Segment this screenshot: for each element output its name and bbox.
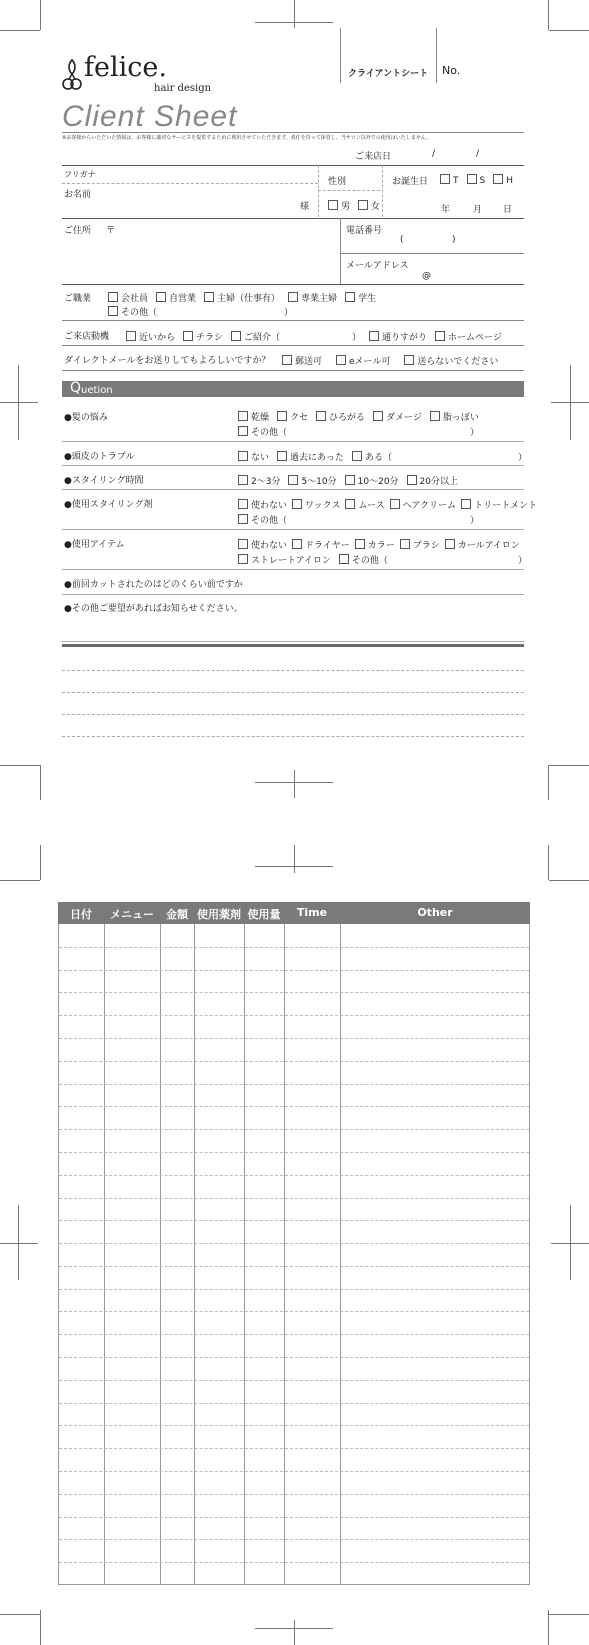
divider <box>340 253 524 254</box>
dm-option[interactable] <box>282 354 322 367</box>
divider <box>62 594 524 595</box>
name-label: お名前 <box>64 190 92 200</box>
brand-subtitle: hair design <box>154 83 212 94</box>
question-option[interactable] <box>407 474 458 487</box>
table-row <box>59 1084 529 1085</box>
option-label: 使わない <box>251 501 288 511</box>
history-table-header <box>58 902 530 924</box>
paren-close: ） <box>518 453 528 463</box>
question-option[interactable] <box>277 410 308 423</box>
table-row <box>59 1289 529 1290</box>
table-column-line <box>340 924 341 1584</box>
occupation-option[interactable] <box>345 291 376 304</box>
option-label: カラー <box>367 541 395 551</box>
checkbox[interactable] <box>238 475 248 485</box>
table-row <box>59 1266 529 1267</box>
option-label: ホームページ <box>448 333 502 343</box>
checkbox[interactable] <box>373 411 383 421</box>
question-options <box>238 450 400 463</box>
table-row <box>59 1380 529 1381</box>
question-option[interactable] <box>292 538 350 551</box>
motive-option[interactable] <box>183 330 223 343</box>
divider <box>382 165 383 217</box>
divider <box>62 345 524 346</box>
paren-close: ） <box>284 308 294 318</box>
motive-options <box>126 330 288 343</box>
option-label: eメール可 <box>349 357 391 367</box>
option-label: ムース <box>358 501 385 511</box>
table-row <box>59 1539 529 1540</box>
crop-mark <box>294 0 295 28</box>
option-label: 近いから <box>139 333 176 343</box>
occupation-option[interactable] <box>204 291 280 304</box>
question-option[interactable] <box>238 450 269 463</box>
option-label: ヘアクリーム <box>402 501 457 511</box>
checkbox[interactable] <box>316 411 326 421</box>
table-row <box>59 1106 529 1107</box>
option-label: T <box>453 176 459 186</box>
crop-mark <box>549 1614 589 1615</box>
table-row <box>59 1198 529 1199</box>
table-row <box>59 1061 529 1062</box>
question-option[interactable] <box>390 498 456 511</box>
option-label: 専業主婦 <box>301 294 338 304</box>
checkbox[interactable] <box>238 554 248 564</box>
column-header: 使用量 <box>247 908 281 921</box>
crop-mark <box>294 1620 295 1645</box>
question-option[interactable] <box>430 410 479 423</box>
column-header: 金額 <box>166 908 188 921</box>
checkbox[interactable] <box>277 411 287 421</box>
number-label: No. <box>442 64 461 77</box>
option-label: ダメージ <box>386 413 422 423</box>
checkbox[interactable] <box>292 499 302 509</box>
table-row <box>59 1403 529 1404</box>
divider <box>62 489 524 490</box>
crop-mark <box>548 845 549 880</box>
checkbox[interactable] <box>435 331 445 341</box>
occupation-label: ご職業 <box>64 294 92 304</box>
date-separator: / <box>476 149 480 159</box>
divider <box>62 320 524 321</box>
checkbox[interactable] <box>404 355 414 365</box>
checkbox[interactable] <box>461 499 471 509</box>
checkbox[interactable] <box>400 539 410 549</box>
divider <box>62 165 524 166</box>
question-other[interactable] <box>238 513 287 526</box>
era-option-h[interactable] <box>493 174 513 186</box>
checkbox[interactable] <box>277 451 287 461</box>
era-options <box>440 174 521 186</box>
date-separator: / <box>432 149 436 159</box>
table-row <box>59 1015 529 1016</box>
option-label: 20分以上 <box>419 477 458 487</box>
option-label: 送らないでください <box>417 357 499 367</box>
honorific-label: 様 <box>300 202 310 212</box>
divider <box>318 190 380 191</box>
checkbox[interactable] <box>108 306 118 316</box>
option-label: 使わない <box>251 541 288 551</box>
checkbox[interactable] <box>352 451 362 461</box>
motive-option[interactable] <box>126 330 175 343</box>
section-title-rest: uetion <box>81 385 113 396</box>
paren-close: ） <box>470 428 480 438</box>
page-title: Client Sheet <box>62 100 238 133</box>
option-label: S <box>479 176 486 186</box>
question-option[interactable] <box>238 474 280 487</box>
question-label: ●使用スタイリング剤 <box>64 500 153 510</box>
table-row <box>59 1129 529 1130</box>
question-option[interactable] <box>352 450 392 463</box>
birthday-label: お誕生日 <box>392 177 429 187</box>
last-cut-question: ●前回カットされたのはどのくらい前ですか <box>64 580 243 590</box>
checkbox[interactable] <box>126 331 136 341</box>
era-option-t[interactable] <box>440 174 459 186</box>
crop-mark <box>255 866 333 867</box>
question-option[interactable] <box>277 450 344 463</box>
crop-mark <box>40 845 41 880</box>
option-label: 女 <box>371 202 381 212</box>
table-column-line <box>244 924 245 1584</box>
at-mark: @ <box>422 271 431 281</box>
checkbox[interactable] <box>358 200 368 210</box>
checkbox[interactable] <box>288 475 298 485</box>
option-label: ドライヤー <box>305 541 350 551</box>
checkbox[interactable] <box>282 355 292 365</box>
question-options <box>238 498 537 511</box>
motive-option[interactable] <box>231 330 280 343</box>
checkbox[interactable] <box>339 554 349 564</box>
option-label: ブラシ <box>412 541 440 551</box>
crop-mark <box>255 22 333 23</box>
question-option[interactable] <box>339 553 388 566</box>
divider <box>62 183 318 184</box>
checkbox[interactable] <box>345 499 355 509</box>
option-label: クセ <box>290 413 309 423</box>
table-row <box>59 1311 529 1312</box>
paren-close: ） <box>352 333 362 343</box>
option-label: ワックス <box>305 501 341 511</box>
checkbox[interactable] <box>345 475 355 485</box>
checkbox[interactable] <box>238 499 248 509</box>
table-row <box>59 1357 529 1358</box>
note-line <box>62 670 524 671</box>
table-row <box>59 992 529 993</box>
phone-label: 電話番号 <box>346 226 383 236</box>
checkbox[interactable] <box>440 174 450 184</box>
occupation-option[interactable] <box>288 291 337 304</box>
motive-options-2 <box>369 330 510 343</box>
checkbox[interactable] <box>156 292 166 302</box>
crop-mark <box>548 1610 549 1645</box>
checkbox[interactable] <box>231 331 241 341</box>
divider <box>62 529 524 530</box>
crop-mark <box>551 1243 589 1244</box>
checkbox[interactable] <box>238 411 248 421</box>
option-label: 男 <box>341 202 351 212</box>
divider <box>62 465 524 466</box>
option-label: 自営業 <box>169 294 197 304</box>
question-option[interactable] <box>316 410 365 423</box>
question-option[interactable] <box>345 498 384 511</box>
checkbox[interactable] <box>430 411 440 421</box>
question-option[interactable] <box>292 498 340 511</box>
divider <box>62 284 524 285</box>
checkbox[interactable] <box>288 292 298 302</box>
option-label: 乾燥 <box>251 413 270 423</box>
year-label: 年 <box>441 205 451 215</box>
question-options <box>238 410 487 423</box>
occupation-option[interactable] <box>156 291 196 304</box>
note-line <box>62 736 524 737</box>
phone-paren-close: ) <box>452 235 456 245</box>
table-row <box>59 1175 529 1176</box>
table-row <box>59 1494 529 1495</box>
option-label: 主婦（仕事有） <box>217 294 281 304</box>
gender-male-option[interactable] <box>328 199 350 212</box>
divider <box>62 641 524 642</box>
month-label: 月 <box>473 205 483 215</box>
checkbox[interactable] <box>183 331 193 341</box>
checkbox[interactable] <box>238 539 248 549</box>
question-option[interactable] <box>238 538 287 551</box>
question-option[interactable] <box>445 538 520 551</box>
question-options <box>238 538 520 551</box>
section-title-cap: Q <box>70 380 82 396</box>
question-option[interactable] <box>355 538 395 551</box>
question-label: ●髪の悩み <box>64 413 108 423</box>
divider <box>62 132 524 133</box>
divider <box>62 218 524 219</box>
crop-mark <box>549 765 589 766</box>
occupation-options <box>108 291 384 304</box>
option-label: その他（ <box>121 308 158 318</box>
note-line <box>62 692 524 693</box>
question-option[interactable] <box>461 498 537 511</box>
gender-label: 性別 <box>328 177 347 187</box>
option-label: その他（ <box>251 428 288 438</box>
table-row <box>59 1243 529 1244</box>
crop-mark <box>549 880 589 881</box>
paren-close: ） <box>470 516 480 526</box>
option-label: ある（ <box>364 453 392 463</box>
option-label: ひろがる <box>329 413 366 423</box>
question-section-bar <box>62 381 524 397</box>
option-label: 10～20分 <box>357 477 399 487</box>
checkbox[interactable] <box>238 451 248 461</box>
crop-mark <box>294 770 295 798</box>
option-label: トリートメント <box>474 501 537 511</box>
option-label: ご紹介（ <box>244 333 281 343</box>
note-line <box>62 714 524 715</box>
dm-question: ダイレクトメールをお送りしてもよろしいですか？ <box>64 356 271 366</box>
checkbox[interactable] <box>108 292 118 302</box>
table-row <box>59 1334 529 1335</box>
crop-mark <box>0 880 40 881</box>
question-option[interactable] <box>238 553 331 566</box>
paren-close: ） <box>518 556 528 566</box>
option-label: 学生 <box>358 294 377 304</box>
dm-option[interactable] <box>404 354 498 367</box>
address-label: ご住所 <box>64 226 92 236</box>
brand-name: felice. <box>84 52 167 83</box>
notes-top-border <box>62 644 524 647</box>
question-options-2 <box>238 553 396 566</box>
era-option-s[interactable] <box>467 174 486 186</box>
table-row <box>59 1425 529 1426</box>
divider <box>62 569 524 570</box>
option-label: ストレートアイロン <box>251 556 331 566</box>
divider <box>340 218 341 284</box>
postal-mark: 〒 <box>106 226 116 236</box>
divider <box>62 441 524 442</box>
checkbox[interactable] <box>390 499 400 509</box>
crop-mark <box>548 765 549 800</box>
crop-mark <box>548 0 549 30</box>
table-row <box>59 1562 529 1563</box>
crop-mark <box>255 782 333 783</box>
furigana-label: フリガナ <box>64 170 96 179</box>
checkbox[interactable] <box>467 174 477 184</box>
option-label: 郵送可 <box>295 357 323 367</box>
option-label: H <box>506 176 513 186</box>
scissors-icon <box>62 58 82 92</box>
dm-options <box>282 354 506 367</box>
crop-mark <box>0 30 40 31</box>
checkbox[interactable] <box>407 475 417 485</box>
checkbox[interactable] <box>204 292 214 302</box>
table-row <box>59 1220 529 1221</box>
crop-mark <box>0 765 40 766</box>
table-row <box>59 947 529 948</box>
option-label: 会社員 <box>121 294 149 304</box>
phone-paren-open: ( <box>400 235 404 245</box>
option-label: 過去にあった <box>290 453 344 463</box>
checkbox[interactable] <box>445 539 455 549</box>
table-column-line <box>160 924 161 1584</box>
option-label: ない <box>251 453 270 463</box>
checkbox[interactable] <box>355 539 365 549</box>
email-label: メールアドレス <box>346 261 409 271</box>
table-row <box>59 970 529 971</box>
crop-mark <box>255 1628 333 1629</box>
option-label: その他（ <box>251 516 288 526</box>
question-option[interactable] <box>288 474 336 487</box>
motive-label: ご来店動機 <box>64 332 110 342</box>
motive-option[interactable] <box>369 330 427 343</box>
crop-mark <box>0 402 38 403</box>
question-label: ●使用アイテム <box>64 540 125 550</box>
table-column-line <box>194 924 195 1584</box>
question-label: ●スタイリング時間 <box>64 476 144 486</box>
checkbox[interactable] <box>238 514 248 524</box>
question-option[interactable] <box>400 538 440 551</box>
checkbox[interactable] <box>238 426 248 436</box>
option-label: カールアイロン <box>457 541 520 551</box>
request-question: ●その他ご要望があればお知らせください。 <box>64 604 243 614</box>
checkbox[interactable] <box>336 355 346 365</box>
divider <box>318 165 319 217</box>
crop-mark <box>294 845 295 873</box>
checkbox[interactable] <box>493 174 503 184</box>
occupation-option[interactable] <box>108 291 148 304</box>
option-label: その他（ <box>351 556 388 566</box>
question-option[interactable] <box>345 474 399 487</box>
motive-option[interactable] <box>435 330 502 343</box>
checkbox[interactable] <box>345 292 355 302</box>
column-header: メニュー <box>110 908 154 921</box>
option-label: 通りすがり <box>382 333 428 343</box>
gender-female-option[interactable] <box>358 199 380 212</box>
column-header: 日付 <box>70 908 92 921</box>
option-label: チラシ <box>196 333 224 343</box>
table-column-line <box>104 924 105 1584</box>
column-header: Other <box>417 906 453 919</box>
table-row <box>59 1152 529 1153</box>
privacy-notice: ※お客様からいただいた情報は、お客様に適切なサービスを提供するために利用させていただきます。責任を持って保管し、当サロン以外での使用はいたしません。 <box>62 135 432 141</box>
crop-mark <box>0 1614 40 1615</box>
question-options <box>238 474 466 487</box>
gender-options <box>328 199 388 212</box>
day-label: 日 <box>503 205 513 215</box>
column-header: 使用薬剤 <box>197 908 241 921</box>
header-divider <box>436 28 437 83</box>
checkbox[interactable] <box>369 331 379 341</box>
crop-mark <box>549 30 589 31</box>
checkbox[interactable] <box>328 200 338 210</box>
occupation-other[interactable] <box>108 305 157 318</box>
question-option[interactable] <box>238 410 269 423</box>
divider <box>62 370 524 371</box>
table-row <box>59 1038 529 1039</box>
history-table-body <box>58 924 530 1585</box>
doc-type: クライアントシート <box>348 69 429 79</box>
question-other[interactable] <box>238 425 287 438</box>
column-header: Time <box>296 906 328 919</box>
table-column-line <box>284 924 285 1584</box>
table-row <box>59 1448 529 1449</box>
crop-mark <box>40 765 41 800</box>
crop-mark <box>551 402 589 403</box>
question-label: ●頭皮のトラブル <box>64 452 135 462</box>
checkbox[interactable] <box>292 539 302 549</box>
question-option[interactable] <box>373 410 422 423</box>
option-label: 脂っぽい <box>442 413 479 423</box>
dm-option[interactable] <box>336 354 390 367</box>
crop-mark <box>40 0 41 30</box>
crop-mark <box>0 1243 38 1244</box>
header-divider <box>340 28 341 83</box>
table-row <box>59 1517 529 1518</box>
question-option[interactable] <box>238 498 287 511</box>
visit-date-label: ご来店日 <box>355 152 392 162</box>
option-label: 5～10分 <box>301 477 337 487</box>
option-label: 2～3分 <box>251 477 281 487</box>
table-row <box>59 1471 529 1472</box>
crop-mark <box>40 1610 41 1645</box>
